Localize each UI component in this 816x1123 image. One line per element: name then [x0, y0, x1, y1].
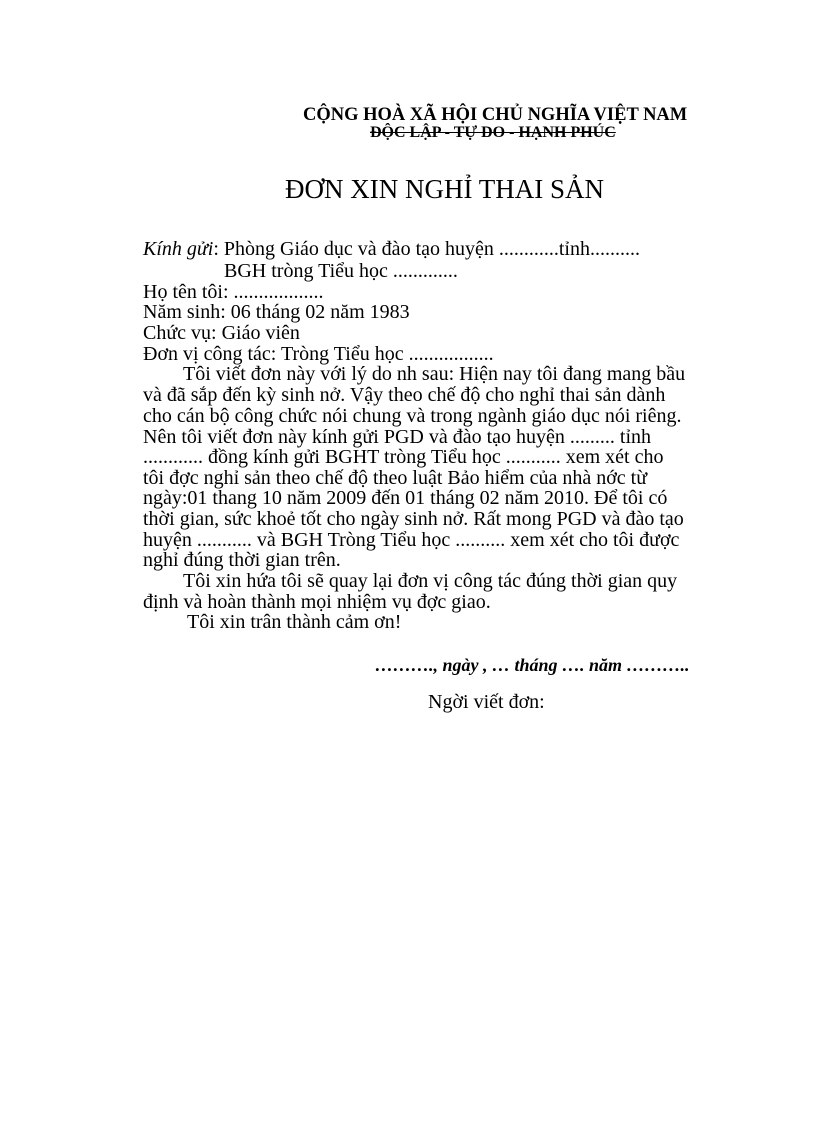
- paragraph-line: huyện ........... và BGH Tròng Tiểu học .......... xem xét cho tôi được: [143, 529, 680, 551]
- paragraph-line: Tôi viết đơn này với lý do nh sau: Hiện nay tôi đang mang bầu: [183, 363, 686, 385]
- motto-heading: ĐỘC LẬP - TỰ DO - HẠNH PHÚC: [370, 124, 616, 141]
- paragraph-line: nghỉ đúng thời gian trên.: [143, 549, 341, 571]
- paragraph-line: Tôi xin hứa tôi sẽ quay lại đơn vị công tác đúng thời gian quy: [183, 570, 678, 592]
- applicant-birth: Năm sinh: 06 tháng 02 năm 1983: [143, 301, 410, 323]
- paragraph-line: ............ đồng kính gửi BGHT tròng Tiểu học ........... xem xét cho: [143, 446, 664, 468]
- paragraph-line: ngày:01 thang 10 năm 2009 đến 01 tháng 02 năm 2010. Để tôi có: [143, 487, 668, 509]
- paragraph-line: và đã sắp đến kỳ sinh nở. Vậy theo chế độ cho nghỉ thai sản dành: [143, 384, 666, 406]
- date-line: ………., ngày , … tháng …. năm ………..: [375, 655, 690, 675]
- paragraph-line: Nên tôi viết đơn này kính gửi PGD và đào tạo huyện ......... tỉnh: [143, 426, 652, 448]
- document-title: ĐƠN XIN NGHỈ THAI SẢN: [285, 174, 604, 204]
- paragraph-line: định và hoàn thành mọi nhiệm vụ đợc giao.: [143, 591, 491, 613]
- applicant-unit: Đơn vị công tác: Tròng Tiểu học .................: [143, 343, 494, 365]
- nation-heading: CỘNG HOÀ XÃ HỘI CHỦ NGHĨA VIỆT NAM: [303, 105, 688, 125]
- signer-label: Ngời viết đơn:: [428, 691, 545, 713]
- recipient-line-1: [143, 239, 640, 259]
- recipient-line-2: BGH tròng Tiểu học .............: [224, 260, 458, 282]
- paragraph-line: thời gian, sức khoẻ tốt cho ngày sinh nở. Rất mong PGD và đào tạo: [143, 508, 684, 530]
- recipient-primary: : Phòng Giáo dục và đào tạo huyện ............tỉnh..........: [213, 238, 640, 260]
- applicant-name: Họ tên tôi: ..................: [143, 281, 324, 303]
- applicant-position: Chức vụ: Giáo viên: [143, 322, 300, 344]
- paragraph-line: tôi đợc nghỉ sản theo chế độ theo luật Bảo hiểm của nhà nớc từ: [143, 467, 648, 489]
- paragraph-line: cho cán bộ công chức nói chung và trong ngành giáo dục nói riêng.: [143, 405, 682, 427]
- recipient-label: Kính gửi: [143, 238, 214, 260]
- thanks-line: Tôi xin trân thành cảm ơn!: [187, 611, 402, 633]
